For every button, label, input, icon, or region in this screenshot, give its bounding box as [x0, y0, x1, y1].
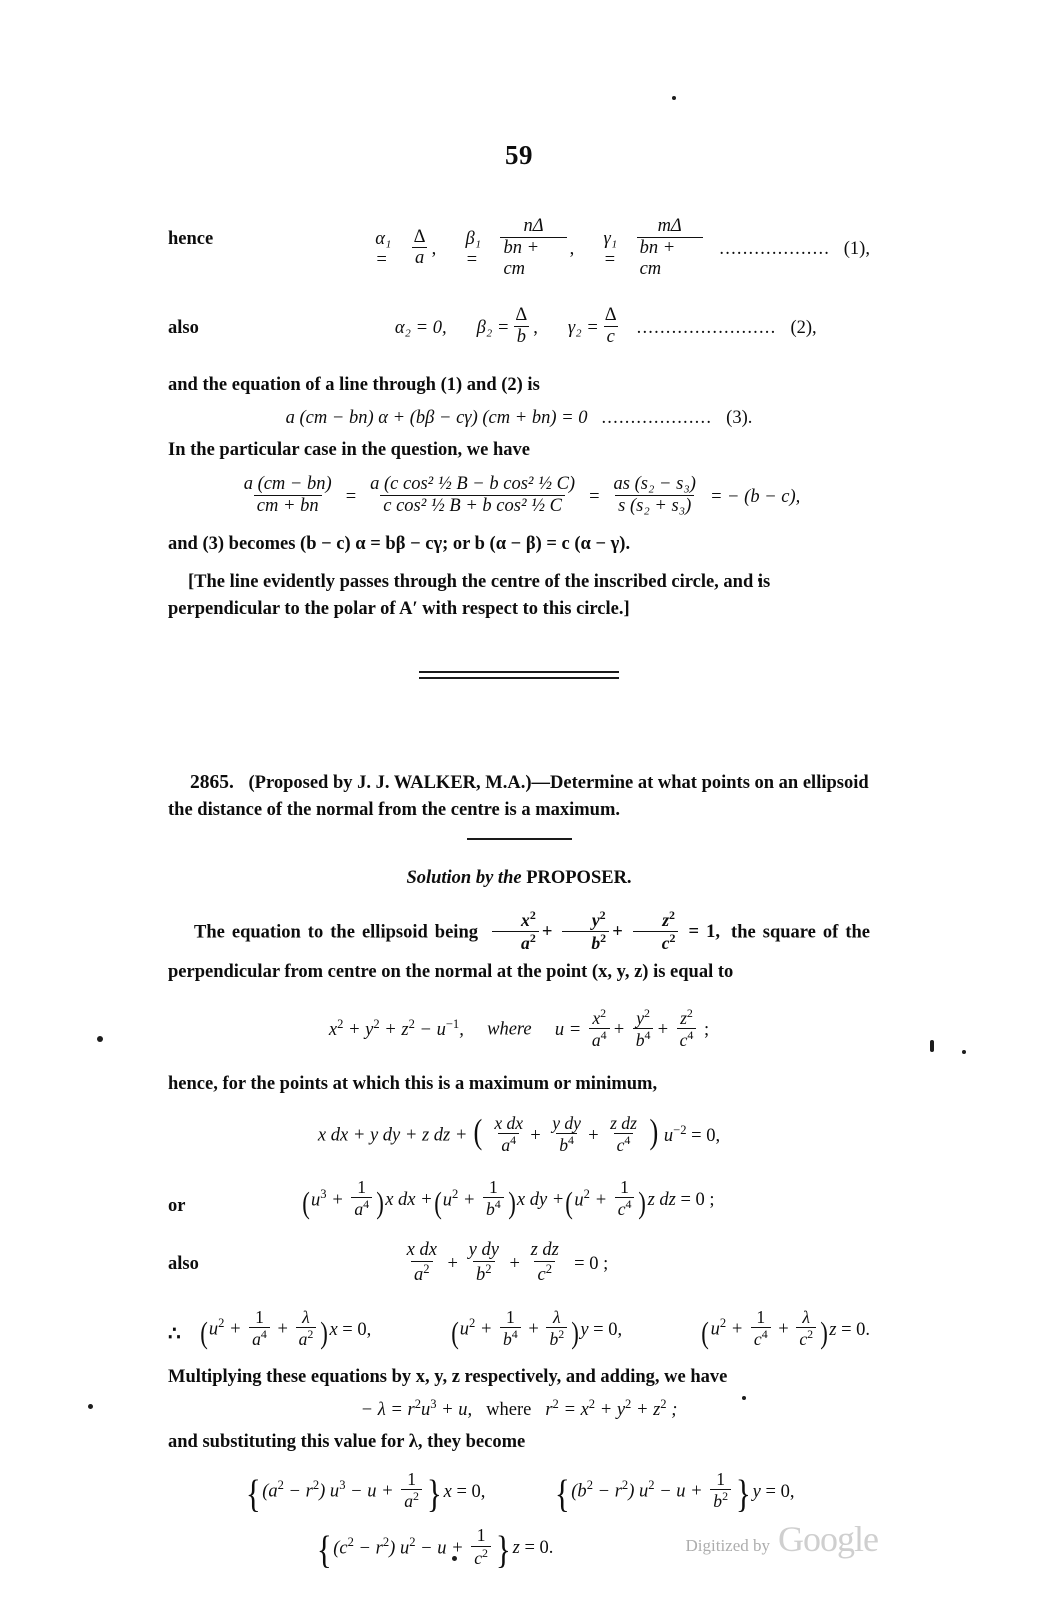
- equation-row-2: [168, 307, 870, 349]
- alpha1-expression: α₁ =: [375, 228, 392, 270]
- z2c4: $\frac{z^2}{c^4}$: [677, 1007, 697, 1051]
- one-over-a2: $\frac{1}{a^2}$: [401, 1470, 422, 1512]
- lambda-over-b2: $\frac{\lambda}{b^2}$: [546, 1308, 567, 1350]
- equation-row-or: or ( $u^3$ + $\frac{1}{a^4}$ ) x dx + ( $u^2$ + $\frac{1}{b^4}$ ) x dy + ( $u^2$ + $\frac{1}{c^4}$ ) z dz = 0 ;: [168, 1176, 715, 1220]
- equation-tag-2: (2),: [790, 317, 817, 338]
- xdx-a4: $\frac{\text{x dx}}{a^4}$: [494, 1112, 524, 1156]
- scan-speck: [962, 1050, 966, 1054]
- solution-p1-a: The equation to the ellipsoid being: [194, 922, 478, 943]
- equation-u-right: u = $\frac{x^2}{a^4}$ + $\frac{y^2}{b^4}$ + $\frac{z^2}{c^4}$ ;: [554, 1005, 710, 1051]
- problem-divider: [467, 838, 572, 840]
- also-label: also: [168, 317, 199, 338]
- digitization-watermark: [686, 1518, 879, 1560]
- alpha2-expression: α₂ = 0,: [394, 317, 447, 338]
- equation-row-3: [168, 408, 870, 429]
- one-over-a4-b: $\frac{1}{a^4}$: [249, 1308, 270, 1350]
- gamma2-fraction: $\frac{\Delta}{c}$: [604, 305, 617, 348]
- scan-speck: [672, 96, 676, 100]
- equation-row-therefore: ∴ ( $u^2$ + $\frac{1}{a^4}$ + $\frac{\lambda}{a^2}$ ) x = 0, ( $u^2$ + $\frac{1}{b^4}$ + $\frac{\lambda}{b^2}$ ) y = 0, ( $u^2$ + $\frac{1}{c^4}$ + $\frac{\lambda}{c^2}$ ) z = 0.: [168, 1306, 870, 1350]
- equation-tag-3: (3).: [726, 408, 753, 429]
- y2b2: $\frac{y^2}{b^2}$: [562, 909, 609, 953]
- one-over-c4: $\frac{1}{c^4}$: [615, 1178, 635, 1220]
- comma-1: ,: [431, 239, 437, 260]
- one-over-c4-b: $\frac{1}{c^4}$: [751, 1308, 771, 1350]
- leader-dots-3: ...................: [601, 408, 713, 429]
- comma-2: ,: [569, 239, 575, 260]
- solution-paragraph-2: hence, for the points at which this is a maximum or minimum,: [168, 1073, 658, 1094]
- gamma2-expression: γ₂ =: [567, 317, 599, 338]
- digitized-by-label: Digitized by: [685, 1536, 771, 1555]
- equation-u: [168, 1005, 870, 1052]
- equals-2: =: [589, 486, 600, 507]
- equation-final-row-2: { $(c^2 - r^2) u^2 - u$ + $\frac{1}{c^2}$ } z = 0.: [316, 1524, 554, 1573]
- or-label: or: [168, 1195, 186, 1216]
- beta1-fraction: $\frac{n\Delta}{bn + cm}$: [500, 216, 566, 279]
- problem-number: 2865.: [190, 772, 234, 794]
- x2a4: $\frac{x^2}{a^4}$: [589, 1007, 610, 1051]
- section-divider: [419, 671, 619, 679]
- leader-dots-1: ...................: [719, 239, 831, 260]
- one-over-c2: $\frac{1}{c^2}$: [471, 1526, 491, 1568]
- alpha1-fraction: $\frac{\Delta}{a}$: [413, 226, 426, 269]
- beta2-fraction: $\frac{\Delta}{b}$: [515, 305, 528, 348]
- therefore-symbol: ∴: [168, 1323, 181, 1346]
- zdz-c4: $\frac{\text{z dz}}{c^4}$: [610, 1112, 637, 1156]
- ydy-b2: $\frac{\text{y dy}}{b^2}$: [468, 1239, 499, 1285]
- comma-3: ,: [533, 317, 538, 338]
- xdx-a2: $\frac{\text{x dx}}{a^2}$: [406, 1239, 437, 1285]
- also2-label: also: [168, 1253, 199, 1274]
- one-over-a4: $\frac{1}{a^4}$: [351, 1178, 372, 1220]
- where-word: where: [487, 1019, 532, 1040]
- beta2-expression: β₂ =: [476, 317, 510, 338]
- problem-proposed-by: (Proposed by J. J. WALKER, M.A.): [248, 773, 532, 794]
- one-over-b4-b: $\frac{1}{b^4}$: [500, 1308, 521, 1350]
- solution-paragraph-3: Multiplying these equations by x, y, z respectively, and adding, we have: [168, 1366, 728, 1387]
- equation-final-row-1: { $(a^2 - r^2) u^3 - u$ + $\frac{1}{a^2}$ } x = 0, { $(b^2 - r^2) u^2 - u$ + $\frac{1}{b^2}$ } y = 0,: [245, 1468, 795, 1516]
- equation-row-also2: also $\frac{\text{x dx}}{a^2}$ + $\frac{\text{y dy}}{b^2}$ + $\frac{\text{z dz}}{c^2}$ = 0 ;: [168, 1239, 609, 1285]
- equation-differential: x dx + y dy + z dz + ( $\frac{\text{x dx}}{a^4}$ + $\frac{\text{y dy}}{b^4}$ + $\frac{\text{z dz}}{c^4}$ ) $u^{-2} = 0$,: [317, 1112, 721, 1156]
- fraction-2: $\frac{\text{a (c cos² ½ B − b cos² ½ C)}}{\text{c cos² ½ B + b cos² ½ C}}$: [370, 474, 576, 517]
- equation-lambda: − $\lambda = r^2u^3 + u$, where $r^2 = x^2 + y^2 + z^2$ ;: [360, 1396, 678, 1420]
- fraction-3: $\frac{\text{as (s₂ − s₃)}}{\text{s (s₂ + s₃)}}$: [613, 474, 696, 517]
- particular-case-text: In the particular case in the question, we have: [168, 440, 530, 461]
- hence-label: hence: [168, 228, 214, 249]
- equation-row-1: [168, 218, 870, 281]
- solution-paragraph-1: [168, 908, 871, 990]
- fraction-1: $\frac{a (cm - bn)}{cm + bn}$: [243, 474, 332, 517]
- scan-speck: [88, 1404, 93, 1409]
- and-3-becomes-text: and (3) becomes (b − c) α = bβ − cγ; or b (α − β) = c (α − γ).: [168, 533, 631, 554]
- page-content: [168, 200, 871, 1573]
- y2b4: $\frac{y^2}{b^4}$: [633, 1007, 654, 1051]
- beta1-expression: β₁ =: [465, 228, 482, 270]
- fraction-chain-tail: = − (b − c),: [709, 486, 801, 507]
- equation-tag-1: (1),: [843, 239, 870, 260]
- leader-dots-2: ........................: [636, 317, 777, 338]
- page-number: 59: [505, 140, 533, 170]
- fraction-chain: [168, 476, 870, 518]
- problem-statement: —Determine at what points on an ellipsoid the distance of the normal from the centre is a maximum.: [168, 773, 869, 821]
- solution-byline: [168, 868, 870, 889]
- solution-paragraph-4: and substituting this value for λ, they become: [168, 1431, 526, 1452]
- solution-by-prefix: Solution by the: [406, 868, 522, 889]
- google-wordmark: Google: [778, 1519, 878, 1559]
- gamma1-expression: γ₁ =: [603, 228, 618, 270]
- lambda-over-c2: $\frac{\lambda}{c^2}$: [796, 1308, 816, 1350]
- one-over-b4: $\frac{1}{b^4}$: [483, 1178, 504, 1220]
- equation-u-left: $x^2 + y^2 + z^2 - u^{-1}$,: [328, 1016, 464, 1040]
- z2c2: $\frac{z^2}{c^2}$: [633, 909, 679, 953]
- ydy-b4: $\frac{\text{y dy}}{b^4}$: [552, 1112, 581, 1156]
- lambda-over-a2: $\frac{\lambda}{a^2}$: [296, 1308, 317, 1350]
- line-through-text: and the equation of a line through (1) and (2) is: [168, 374, 540, 395]
- equals-1: =: [345, 486, 357, 507]
- scan-speck: [930, 1040, 934, 1052]
- solution-by-name: PROPOSER.: [526, 868, 632, 889]
- gamma1-fraction: $\frac{m\Delta}{bn + cm}$: [637, 216, 703, 279]
- zdz-c2: $\frac{\text{z dz}}{c^2}$: [530, 1239, 559, 1285]
- x2a2: $\frac{x^2}{a^2}$: [492, 909, 539, 953]
- scan-speck: [97, 1036, 103, 1042]
- one-over-b2: $\frac{1}{b^2}$: [710, 1470, 731, 1512]
- ellipsoid-equation: $\frac{x^2}{a^2}$ + $\frac{y^2}{b^2}$ + $\frac{z^2}{c^2}$ = 1,: [489, 922, 727, 942]
- bracket-note: [The line evidently passes through the centre of the inscribed circle, and is perpendicular to the polar of A′ with respect to this circle.]: [168, 572, 771, 620]
- equation-3-body: a (cm − bn) α + (bβ − cγ) (cm + bn) = 0: [285, 408, 588, 429]
- problem-block: [168, 769, 870, 824]
- solution-p1-b: the square of the perpendicular from centre on the normal at the point (x, y, z) is equal to: [168, 922, 871, 983]
